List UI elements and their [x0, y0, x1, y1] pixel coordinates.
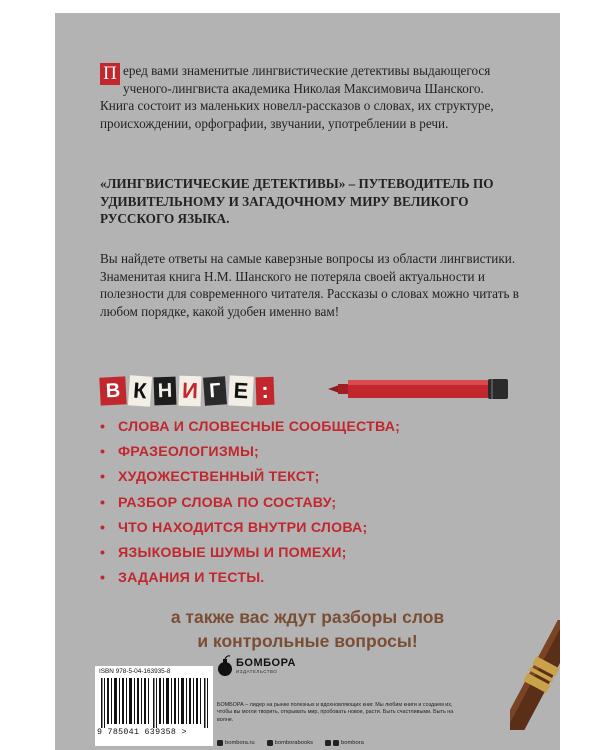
social-network-icon — [267, 740, 273, 746]
social-link[interactable]: bombora — [325, 740, 364, 746]
highlight-paragraph: «ЛИНГВИСТИЧЕСКИЕ ДЕТЕКТИВЫ» – ПУТЕВОДИТЕЛЬ ПО УДИВИТЕЛЬНОМУ И ЗАГАДОЧНОМУ МИРУ ВЕЛИКОГО РУССКОГО ЯЗЫКА. — [100, 176, 494, 227]
bomb-logo-icon — [217, 654, 233, 678]
also-line-2: и контрольные вопросы! — [197, 631, 418, 651]
heading-letter: Н — [154, 377, 177, 406]
video-icon — [333, 740, 339, 746]
messenger-icon — [325, 740, 331, 746]
fountain-pen-icon — [510, 620, 560, 730]
publisher-socials — [217, 740, 376, 746]
heading-letter: Г — [203, 376, 227, 405]
heading-letter: В — [99, 376, 126, 405]
list-item: • СЛОВА И СЛОВЕСНЫЕ СООБЩЕСТВА; — [100, 415, 400, 440]
publisher-logo — [217, 654, 296, 678]
bullet-icon: • — [100, 494, 106, 511]
list-item: • ЯЗЫКОВЫЕ ШУМЫ И ПОМЕХИ; — [100, 541, 400, 566]
barcode-digits: 9 785041 639358 > — [97, 728, 187, 737]
bullet-icon: • — [100, 570, 106, 587]
bullet-icon: • — [100, 544, 106, 561]
bullet-icon: • — [100, 444, 106, 461]
also-line-1: а также вас ждут разборы слов — [170, 607, 445, 627]
book-back-cover — [55, 13, 560, 750]
bullet-icon: • — [100, 469, 106, 486]
list-item: • РАЗБОР СЛОВА ПО СОСТАВУ; — [100, 491, 400, 516]
heading-letter: : — [256, 377, 275, 406]
globe-icon — [217, 740, 223, 746]
intro-text: еред вами знаменитые лингвистические детективы выдающегося ученого-лингвиста академика Николая Максимовича Шанского. Книга состоит из маленьких новелл-рассказов о словах, их структуре, происхождении, орфографии, звучании, употреблении в речи. — [100, 63, 494, 131]
in-book-heading — [100, 373, 277, 409]
contents-list — [100, 415, 400, 591]
body-paragraph: Вы найдете ответы на самые каверзные вопросы из области лингвистики. Знаменитая книга Н.М. Шанского не потеряла своей актуальности и полезности для современного читателя. Рассказы о словах можно читать в любом порядке, какой удобен именно вам! — [100, 251, 519, 319]
red-marker-icon — [328, 377, 508, 401]
social-link[interactable]: bomborabooks — [267, 740, 313, 746]
list-item: • ХУДОЖЕСТВЕННЫЙ ТЕКСТ; — [100, 465, 400, 490]
list-item: • ЗАДАНИЯ И ТЕСТЫ. — [100, 566, 400, 591]
barcode — [95, 666, 213, 746]
bullet-icon: • — [100, 519, 106, 536]
publisher-subtitle: ИЗДАТЕЛЬСТВО — [236, 669, 278, 674]
list-item: • ФРАЗЕОЛОГИЗМЫ; — [100, 440, 400, 465]
isbn-label: ISBN 978-5-04-163935-8 — [99, 668, 171, 675]
heading-letter: И — [178, 376, 201, 407]
publisher-name: БОМБОРА — [236, 657, 296, 669]
bullet-icon: • — [100, 419, 106, 435]
intro-paragraph — [100, 62, 500, 132]
list-item: • ЧТО НАХОДИТСЯ ВНУТРИ СЛОВА; — [100, 516, 400, 541]
drop-cap: П — [100, 63, 120, 85]
barcode-bars — [101, 678, 209, 728]
website-link[interactable]: bombora.ru — [217, 740, 255, 746]
heading-letter: К — [128, 375, 152, 406]
publisher-about: БОМБОРА – лидер на рынке полезных и вдохновляющих книг. Мы любим книги и создаем их, чтобы вы могли творить, открывать мир, пробовать новое, расти. Быть счастливыми. Быть на волне. — [217, 702, 454, 723]
also-note — [55, 605, 560, 653]
heading-letter: Е — [228, 375, 254, 406]
